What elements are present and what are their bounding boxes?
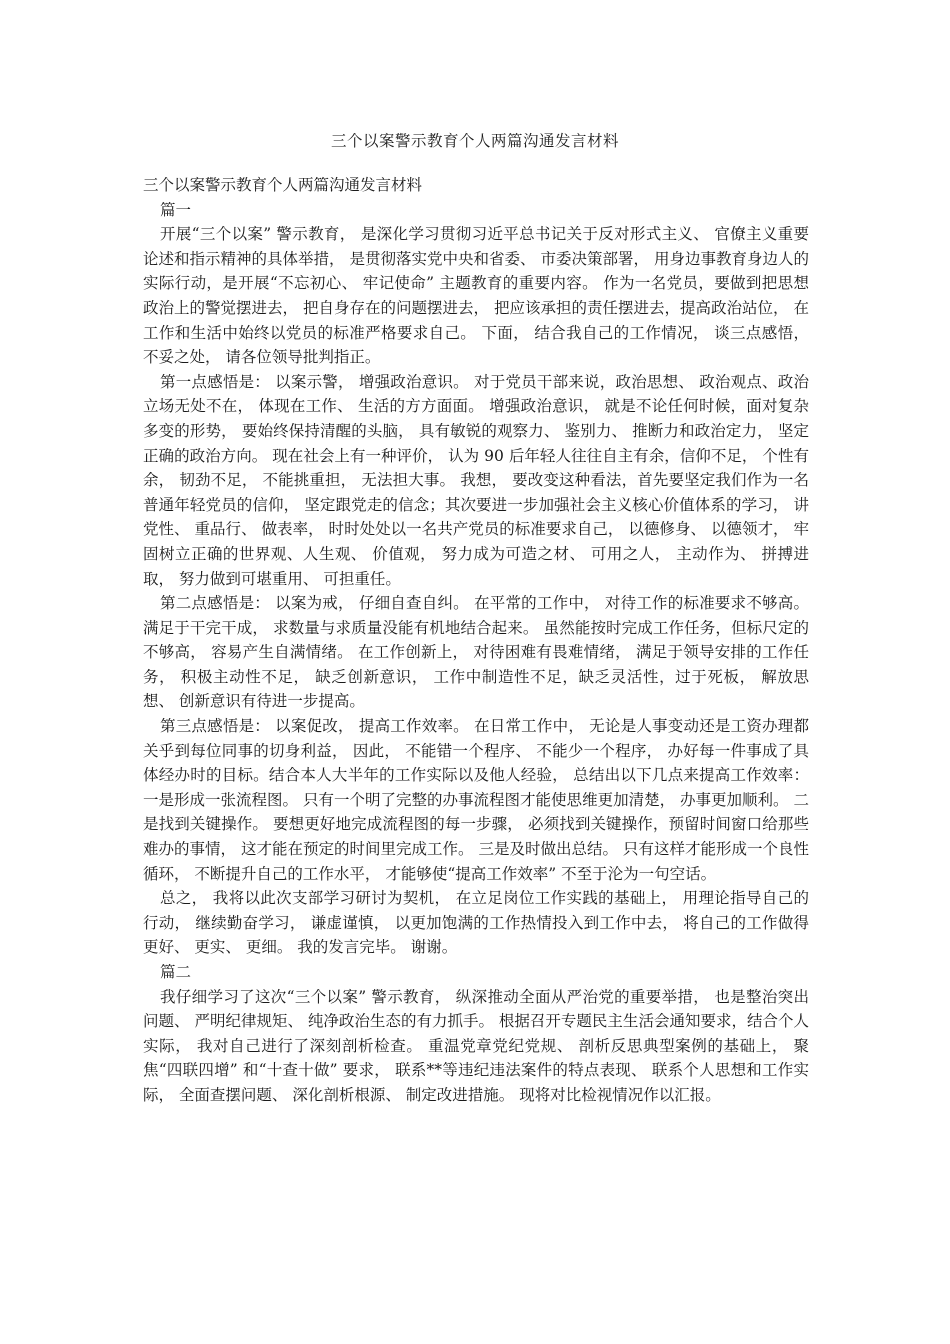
paragraph: 开展“三个以案” 警示教育， 是深化学习贯彻习近平总书记关于反对形式主义、 官僚主义重要论述和指示精神的具体举措， 是贯彻落实党中央和省委、 市委决策部署， 用身边事教育身边人的实际行动，是开展“不忘初心、 牢记使命” 主题教育的重要内容。 作为一名党员，要做到把思想政治上的警觉摆进去， 把自身存在的问题摆进去， 把应该承担的责任摆进去，提高政治站位， 在工作和生活中始终以党员的标准严格要求自己。 下面， 结合我自己的工作情况， 谈三点感悟， 不妥之处， 请各位领导批判指正。: [143, 225, 809, 367]
paragraph: 第三点感悟是： 以案促改， 提高工作效率。 在日常工作中， 无论是人事变动还是工资办理都关乎到每位同事的切身利益， 因此， 不能错一个程序、 不能少一个程序， 办好每一件事成了具体经办时的目标。结合本人大半年的工作实际以及他人经验， 总结出以下几点来提高工作效率： 一是形成一张流程图。 只有一个明了完整的办事流程图才能使思维更加清楚， 办事更加顺利。 二是找到关键操作。 要想更好地完成流程图的每一步骤， 必须找到关键操作，预留时间窗口给那些难办的事情， 这才能在预定的时间里完成工作。 三是及时做出总结。 只有这样才能形成一个良性循环， 不断提升自己的工作水平， 才能够使“提高工作效率” 不至于沦为一句空话。: [143, 717, 809, 883]
section-label-1: 篇一: [160, 200, 192, 219]
paragraph: 我仔细学习了这次“三个以案” 警示教育， 纵深推动全面从严治党的重要举措， 也是整治突出问题、 严明纪律规矩、 纯净政治生态的有力抓手。 根据召开专题民主生活会通知要求，结合个人实际， 我对自己进行了深刻剖析检查。 重温党章党纪党规、 剖析反思典型案例的基础上， 聚焦“四联四增” 和“十查十做” 要求， 联系**等违纪违法案件的特点表现、 联系个人思想和工作实际， 全面查摆问题、 深化剖析根源、 制定改进措施。 现将对比检视情况作以汇报。: [143, 987, 809, 1104]
paragraph: 第一点感悟是： 以案示警， 增强政治意识。 对于党员干部来说，政治思想、 政治观点、政治立场无处不在， 体现在工作、 生活的方方面面。 增强政治意识， 就是不论任何时候，面对复杂多变的形势， 要始终保持清醒的头脑， 具有敏锐的观察力、 鉴别力、 推断力和政治定力， 坚定正确的政治方向。 现在社会上有一种评价， 认为 90 后年轻人往往自主有余，信仰不足， 个性有余， 韧劲不足， 不能挑重担， 无法担大事。 我想， 要改变这种看法，首先要坚定我们作为一名普通年轻党员的信仰， 坚定跟党走的信念；其次要进一步加强社会主义核心价值体系的学习， 讲党性、 重品行、 做表率， 时时处处以一名共产党员的标准要求自己， 以德修身、 以德领才， 牢固树立正确的世界观、人生观、 价值观， 努力成为可造之材、 可用之人， 主动作为、 拼搏进取， 努力做到可堪重用、 可担重任。: [143, 372, 809, 588]
section-label-2: 篇二: [160, 963, 192, 981]
document-subtitle: 三个以案警示教育个人两篇沟通发言材料: [143, 176, 423, 194]
paragraph: 总之， 我将以此次支部学习研讨为契机， 在立足岗位工作实践的基础上， 用理论指导自己的行动， 继续勤奋学习， 谦虚谨慎， 以更加饱满的工作热情投入到工作中去， 将自己的工作做得更好、 更实、 更细。 我的发言完毕。 谢谢。: [143, 889, 809, 957]
paragraph: 第二点感悟是： 以案为戒， 仔细自查自纠。 在平常的工作中， 对待工作的标准要求不够高。 满足于干完干成， 求数量与求质量没能有机地结合起来。 虽然能按时完成工作任务，但标尺定的不够高， 容易产生自满情绪。 在工作创新上， 对待困难有畏难情绪， 满足于领导安排的工作任务， 积极主动性不足， 缺乏创新意识， 工作中制造性不足，缺乏灵活性，过于死板， 解放思想、 创新意识有待进一步提高。: [143, 594, 809, 711]
document-body: [143, 173, 809, 1108]
document-title: 三个以案警示教育个人两篇沟通发言材料: [330, 132, 619, 150]
